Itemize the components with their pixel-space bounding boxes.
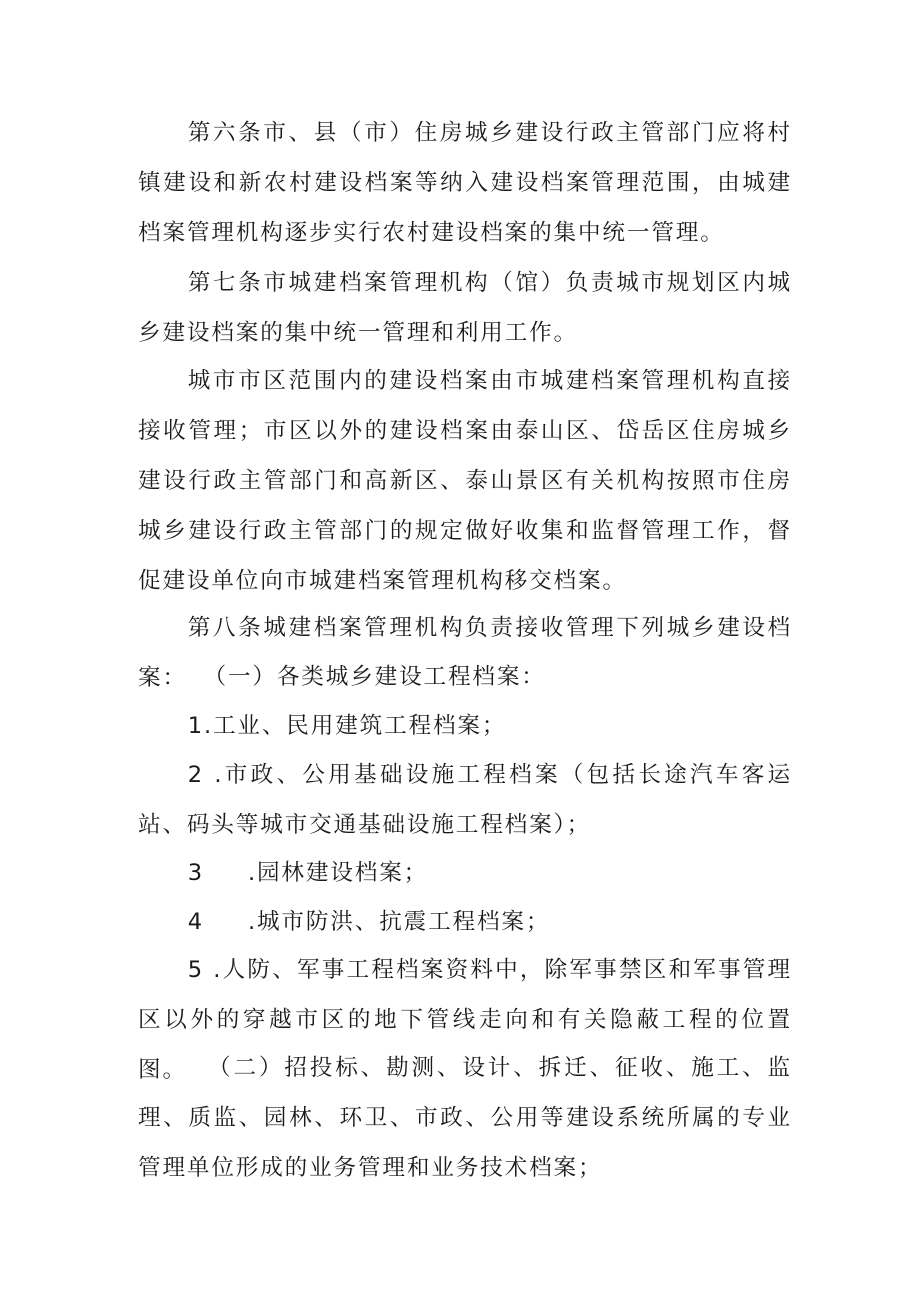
- list-item-1: 1.工业、民用建筑工程档案；: [187, 713, 507, 739]
- article-6-paragraph: 第六条市、县（市）住房城乡建设行政主管部门应将村镇建设和新农村建设档案等纳入建设档案管理范围，由城建档案管理机构逐步实行农村建设档案的集中统一管理。: [138, 120, 792, 246]
- list-item-3-number: 3: [187, 860, 204, 886]
- list-item-4-number: 4: [187, 909, 204, 935]
- article-7-paragraph: 第七条市城建档案管理机构（馆）负责城市规划区内城乡建设档案的集中统一管理和利用工作。: [138, 270, 792, 346]
- list-item-3: [138, 848, 792, 898]
- list-heading-1: （一）各类城乡建设工程档案：: [203, 664, 546, 690]
- list-item-4: [138, 897, 792, 947]
- article-8-paragraph: 第八条城建档案管理机构负责接收管理下列城乡建设档案：: [138, 615, 792, 691]
- list-item-2: 2 .市政、公用基础设施工程档案（包括长途汽车客运站、码头等城市交通基础设施工程档案）；: [138, 762, 792, 838]
- list-item-3-text: .园林建设档案；: [247, 860, 429, 886]
- list-heading-2: （二）招投标、勘测、设计、拆迁、征收、施工、监理、质监、园林、环卫、市政、公用等建设系统所属的专业管理单位形成的业务管理和业务技术档案；: [138, 1055, 792, 1181]
- urban-area-paragraph: 城市市区范围内的建设档案由市城建档案管理机构直接接收管理；市区以外的建设档案由泰山区、岱岳区住房城乡建设行政主管部门和高新区、泰山景区有关机构按照市住房城乡建设行政主管部门的规定做好收集和监督管理工作，督促建设单位向市城建档案管理机构移交档案。: [138, 368, 792, 594]
- list-item-4-text: .城市防洪、抗震工程档案；: [247, 909, 551, 935]
- list-item-5: 5 .人防、军事工程档案资料中，除军事禁区和军事管理区以外的穿越市区的地下管线走向和有关隐蔽工程的位置图。: [138, 957, 792, 1083]
